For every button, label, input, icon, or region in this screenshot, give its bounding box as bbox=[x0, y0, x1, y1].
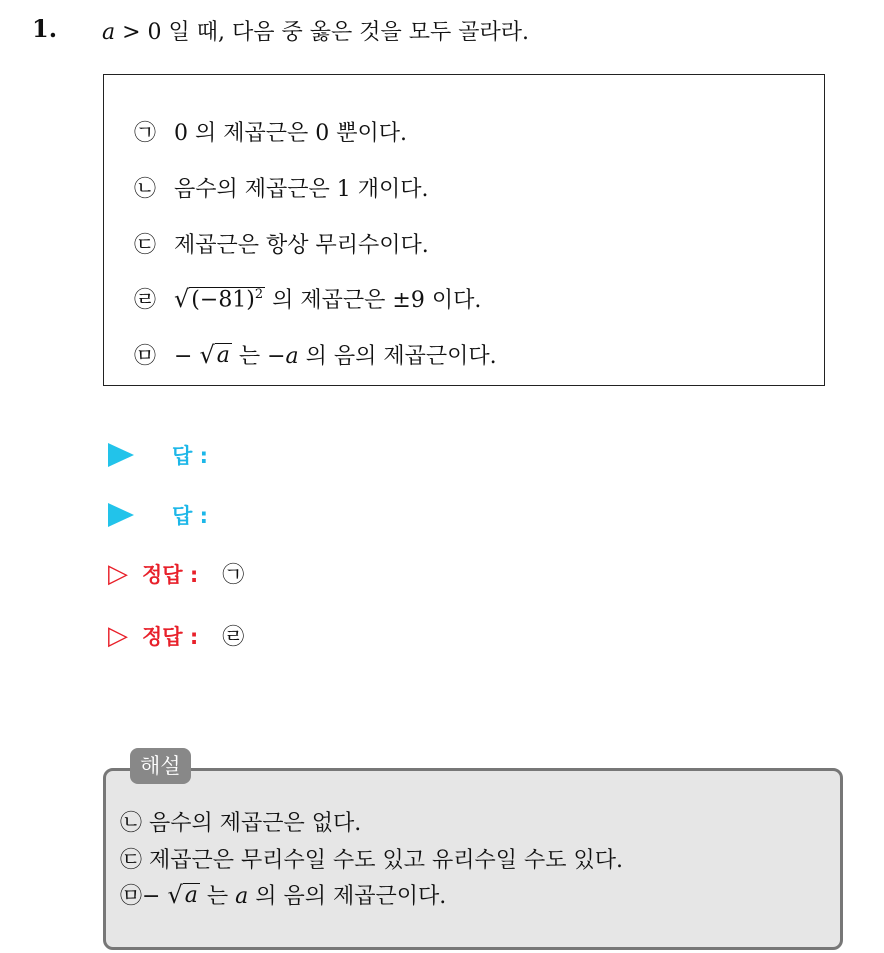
choice-2 bbox=[134, 172, 429, 203]
explanation-text: 의 음의 제곱근이다. bbox=[248, 884, 447, 909]
choice-text: 0 의 제곱근은 0 뿐이다. bbox=[174, 121, 407, 146]
explanation-line-3 bbox=[120, 879, 446, 910]
choice-1 bbox=[134, 116, 407, 147]
choice-5 bbox=[134, 339, 497, 370]
question-condition: > 0 일 때, 다음 중 옳은 것을 모두 골라라. bbox=[115, 20, 530, 45]
sqrt-expression bbox=[167, 883, 199, 908]
answer-label: 답 : bbox=[172, 444, 208, 468]
variable-a: a bbox=[285, 344, 299, 369]
choice-marker: ㉢ bbox=[134, 233, 157, 258]
triangle-outline-icon: ▷ bbox=[108, 558, 128, 589]
radicand: a bbox=[184, 883, 198, 908]
triangle-icon bbox=[108, 503, 134, 527]
choice-marker: ㉤ bbox=[134, 344, 157, 369]
radicand: $(-81)^2$ bbox=[191, 287, 264, 313]
explanation-line-2: ㉢ 제곱근은 무리수일 수도 있고 유리수일 수도 있다. bbox=[120, 848, 623, 873]
choice-3 bbox=[134, 228, 429, 259]
choice-marker: ㉣ bbox=[134, 288, 157, 313]
question-text bbox=[102, 15, 529, 46]
answer-line-1 bbox=[108, 440, 208, 470]
explanation-prefix: ㉤− bbox=[120, 884, 168, 909]
choice-marker: ㉡ bbox=[134, 177, 157, 202]
explanation-mid: 는 bbox=[199, 884, 236, 909]
radicand: a bbox=[216, 343, 230, 368]
explanation-line-1: ㉡ 음수의 제곱근은 없다. bbox=[120, 811, 362, 836]
correct-label: 정답 : bbox=[142, 624, 199, 649]
correct-label: 정답 : bbox=[142, 562, 199, 587]
radical-sign: √ bbox=[167, 881, 183, 909]
correct-answer-1 bbox=[108, 558, 244, 589]
correct-value: ㉣ bbox=[222, 625, 245, 650]
minus-sign: − bbox=[174, 344, 193, 369]
triangle-icon bbox=[108, 443, 134, 467]
correct-answer-2 bbox=[108, 620, 244, 651]
sqrt-expression bbox=[199, 343, 231, 368]
explanation-tag: 해설 bbox=[130, 748, 191, 784]
answer-line-2 bbox=[108, 500, 208, 530]
choice-4 bbox=[134, 283, 481, 314]
choice-text: 제곱근은 항상 무리수이다. bbox=[174, 233, 429, 258]
choice-text: 의 음의 제곱근이다. bbox=[298, 344, 497, 369]
radical-sign: √ bbox=[174, 285, 190, 313]
radical-sign: √ bbox=[199, 341, 215, 369]
answer-label: 답 : bbox=[172, 504, 208, 528]
variable-a: a bbox=[235, 884, 249, 909]
choice-text: 음수의 제곱근은 1 개이다. bbox=[174, 177, 429, 202]
choice-marker: ㉠ bbox=[134, 121, 157, 146]
question-number: 1. bbox=[32, 14, 58, 43]
exponent: 2 bbox=[254, 287, 264, 302]
choice-text: 의 제곱근은 ±9 이다. bbox=[265, 288, 482, 313]
choice-mid: 는 − bbox=[231, 344, 286, 369]
sqrt-expression bbox=[174, 287, 265, 313]
choices-box bbox=[103, 74, 825, 386]
variable-a: a bbox=[102, 20, 116, 45]
correct-value: ㉠ bbox=[222, 563, 245, 588]
triangle-outline-icon: ▷ bbox=[108, 620, 128, 651]
